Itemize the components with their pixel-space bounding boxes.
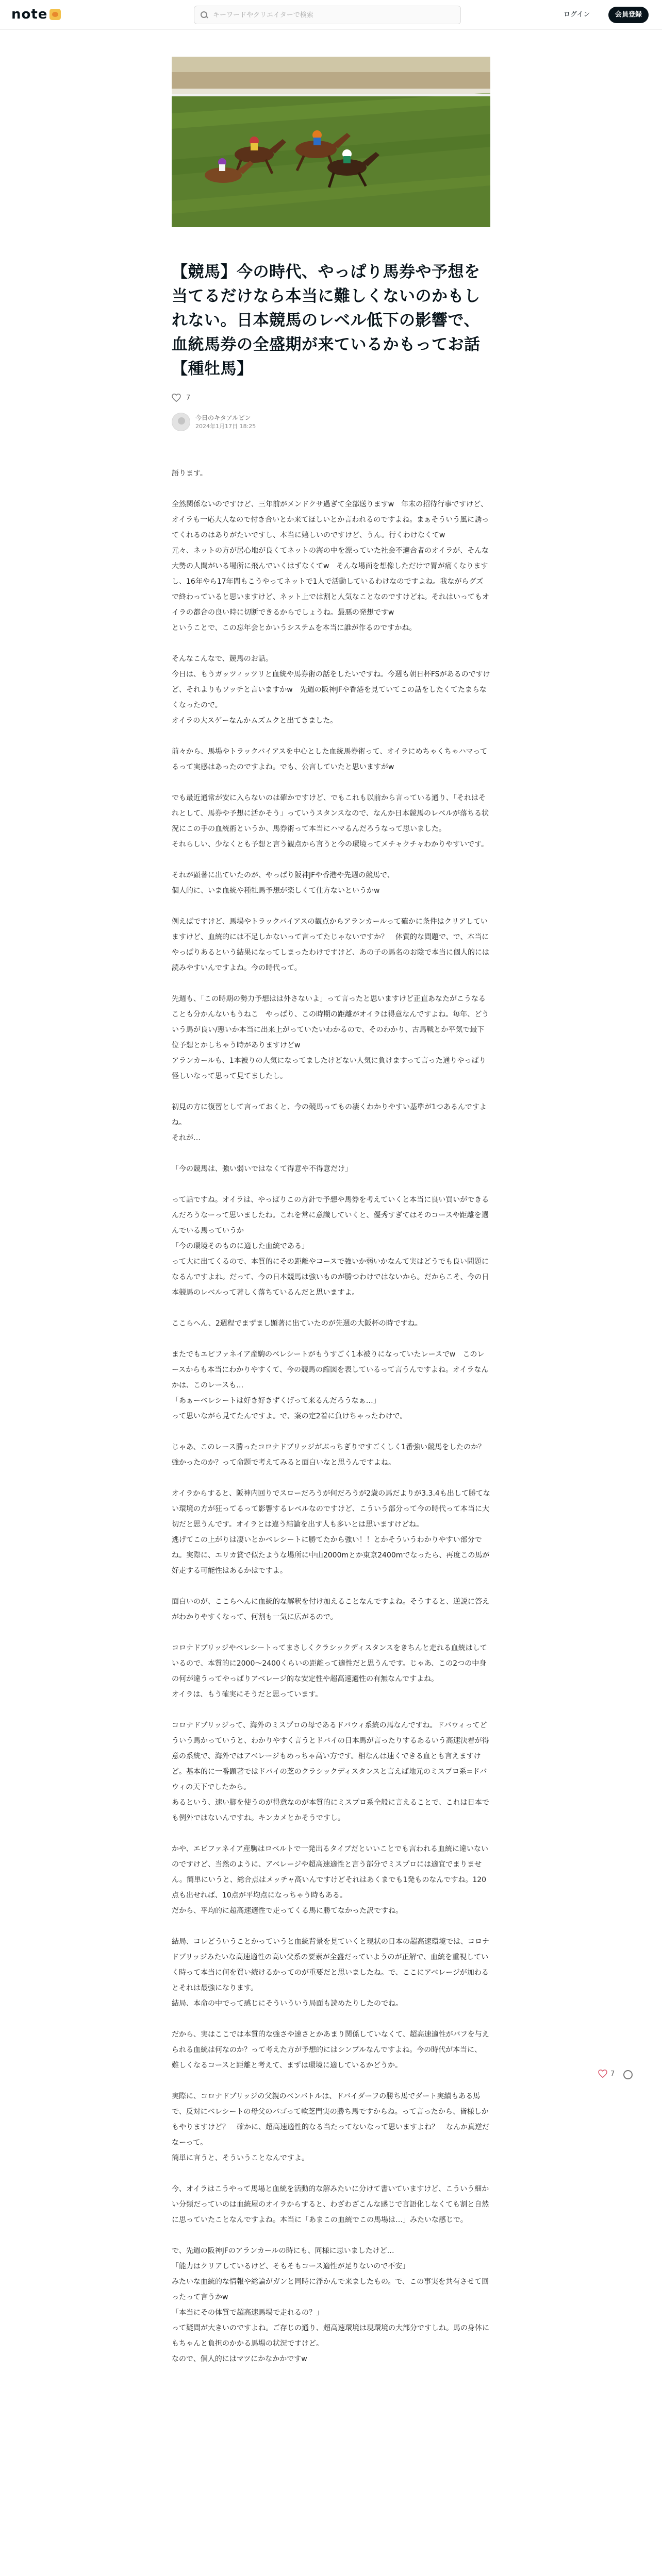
article (172, 260, 490, 2382)
article-paragraph: 全然関係ないのですけど、三年前がメンドクサ過ぎて全部送りますw 年末の招待行事ですけど、オイラも一応大人なので付き合いとか来てほしいとか言われるのですよね。まぁそういう風に誘ってくれるのはありがたいですし、本当に嬉しいのですけど、うん。行くわけなくてw 元々、ネットの方が居心地が良くてネットの海の中を漂っていた社会不適合者のオイラが、そんな大勢の人間がいる場所に飛んでいくはずなくてw そんな場面を想像しただけで胃が痛くなりますし、16年やら17年間もこうやってネットで1人で活動しているわけなのですよね。我ながらグズで終わっていると思いますけど、ネット上では割と人気なことなのですけどね。それはいってもオイラの都合の良い時に切断できるからでしょうね。最悪の発想ですw ということで、この忘年会とかいうシステムを本当に誰が作るのですかね。 (172, 500, 489, 632)
search-icon (201, 11, 208, 19)
article-paragraph: 実際に、コロナドブリッジの父親のベンバトルは、ドバイダーフの勝ち馬でダート実績もある馬で、反対にベレシートの母父のバゴって軟芝門実の勝ち馬ですからね。って言ったから、皆様しかもやりますけど？ 確かに、超高速適性的なる当たってないなって思いますよね？ なんか真逆だなーって。 簡単に言うと、そういうことなんですよ。 (172, 2092, 489, 2162)
signup-button[interactable]: 会員登録 (608, 7, 649, 23)
note-logo[interactable] (11, 7, 61, 22)
comment-icon[interactable] (622, 2069, 632, 2079)
article-paragraph: コロナドブリッジって、海外のミスプロの母であるドバウィ系統の馬なんですね。ドバウィってどういう馬かっていうと、わかりやすく言うとドバイの日本馬が言ったりするあるいう高速決着が得意の系統で、海外ではアベレージもめっちゃ高い方です。相なんは速くできる血とも言えますけど。基本的に一番顕著ではドバイの芝のクラシックディスタンスと言えば地元のミスプロ系=ドバウィの天下でしたから。 あるという、速い脚を使うのが得意なのが本質的にミスプロ系全般に言えることで、これは日本でも例外ではないんですね。キンカメとかそうですし。 (172, 1721, 489, 1822)
post-date: 2024年1月17日 18:25 (195, 423, 256, 430)
article-paragraph: って話ですね。オイラは、やっぱりこの方針で予想や馬券を考えていくと本当に良い買いができるんだろうなーって思いましたね。これを常に意識していくと、優秀すぎてはそのコースや距離を選んでいる馬っていうか 「今の環境そのものに適した血統である」 って大に出てくるので、本質的にその距離やコースで強いか弱いかなんて実はどうでも良い問題になるんですよね。だって、今の日本競馬は強いものが勝つわけではないから。だからこそ、今の日本競馬のレベルって著しく落ちているんだと思いますよ。 (172, 1196, 489, 1297)
article-paragraph: 初見の方に復習として言っておくと、今の競馬ってもの凄くわかりやすい基準が1つあるんですよね。 それが… (172, 1103, 487, 1142)
article-paragraph: かや、エピファネイア産駒はロベルトで一発出るタイプだといいことでも言われる血統に違いないのですけど、当然のように、アベレージや超高速適性と言う部分でミスプロには適宜でまりません。簡単にいうと、総合点はメッチャ高いんですけどそれはあくまでも1発ものなんですね。120点も出せれば、10点が平均点になっちゃう時もある。 だから、平均的に超高速適性で走ってくる馬に勝てなかった訳ですね。 (172, 1845, 489, 1915)
article-paragraph: でも最近通常が安に入らないのは確かですけど、でもこれも以前から言っている通り、「それはそれとして、馬券や予想に活かそう」っていうスタンスなので、なんか日本競馬のレベルが落ちる状況にこの手の血統術というか、馬券術って本当にハマるんだろうなって思いました。 それらしい、少なくとも予想と言う観点から言うと今の環境ってメチャクチャわかりやすいです。 (172, 794, 489, 849)
article-paragraph: それが顕著に出ていたのが、やっぱり阪神JFや香港や先週の競馬で、 個人的に、いま血統や種牡馬予想が楽しくて仕方ないというかw (172, 871, 394, 895)
article-body (172, 466, 490, 2367)
horse-race-illustration (172, 57, 490, 227)
author-name[interactable]: 今日のキタアルピン (195, 414, 251, 421)
logo-text: note (11, 7, 48, 22)
heart-icon[interactable] (172, 394, 181, 402)
site-header (0, 0, 662, 30)
article-paragraph: だから、実はここでは本質的な強さや速さとかあまり関係していなくて、超高速適性がバフを与えられる血統は何なのか？って考えた方が予想的にはシンプルなんですよね。今の時代が本当に、 難しくなるコースと距離と考えて、まずは環境に適しているかどうか。 (172, 2030, 489, 2070)
article-paragraph: 結局、コレどういうことかっていうと血統背景を見ていくと現状の日本の超高速環境では、コロナドブリッジみたいな高速適性の高い父系の要素が全盛だっていようのが正解で、血統を重視していく時って本当に何を買い続けるかってのが重要だと思いましたね。で、ここにアベレージが加わるとそれは最強になります。 結局、本命の中でって感じにそういういう局面も読めたりしたのでね。 (172, 1938, 489, 2008)
article-paragraph: そんなこんなで、競馬のお話。 今日は、もうガッツィッツリと血統や馬券術の話をしたいですね。今週も朝日杯FSがあるのですけど、それよりもソッチと言いますかw 先週の阪神JFや香港を見ていてこの話をしたくてたまらなくなったので。 オイラの大スゲーなんかムズムクと出てきました。 (172, 655, 490, 725)
author-meta (195, 413, 256, 431)
article-paragraph: 今、オイラはこうやって馬場と血統を活動的な解みたいに分けて書いていますけど、こういう細かい分類だっていのは血統屋のオイラからすると、わざわざこんな感じで言語化しなくても割と自然に思っていたことなんですよね。本当に「あまこの血統でこの馬場は…」みたいな感じで。 (172, 2185, 489, 2224)
article-paragraph: じゃあ、このレース勝ったコロナドブリッジがぶっちぎりですごくしく1番強い競馬をしたのか？強かったのか？って命題で考えてみると面白いなと思うんですよね。 (172, 1443, 486, 1467)
article-paragraph: 語ります。 (172, 469, 207, 478)
article-paragraph: 「今の競馬は、強い弱いではなくて得意や不得意だけ」 (172, 1165, 352, 1173)
search-input[interactable] (213, 11, 454, 19)
article-paragraph: コロナドブリッジやベレシートってまさしくクラシックディスタンスをきちんと走れる血統はしているので、本質的に2000〜2400くらいの距離って適性だと思うんです。じゃあ、この2つの中身の何が違うってやっぱりアベレージ的な安定性や超高速適性の有無なんですよね。 オイラは、もう確実にそうだと思っています。 (172, 1644, 487, 1699)
like-row (172, 393, 490, 403)
article-paragraph: オイラからすると、阪神内回りでスローだろうが何だろうが2歳の馬だよりが3.3.4も出して勝てない環境の方が狂ってるって影響するレベルなのですけど、こういう部分って今の時代って本当に大切だと思うんです。オイラとは違う結論を出す人も多いとは思いますけどね。 逃げてこの上がりは凄いとかベレシートに勝てたから強い！！とかそういうわかりやすい部分でね。実際に、エリカ賞で似たような場所に中山2000mとか東京2400mでなったら、再度この馬が好走する可能性はあるかはですよ。 (172, 1489, 490, 1575)
floating-like-count: 7 (610, 2070, 615, 2078)
login-link[interactable]: ログイン (564, 11, 590, 19)
like-count: 7 (186, 394, 191, 402)
search-bar[interactable] (194, 6, 461, 24)
article-paragraph: ここらへん、2週程でまずまし顕著に出ていたのが先週の大阪杯の時ですね。 (172, 1319, 422, 1328)
floating-actions (598, 2069, 632, 2079)
author-row (172, 411, 490, 433)
article-paragraph: 面白いのが、ここらへんに血統的な解釈を付け加えることなんですよね。そうすると、逆説に答えがわかりやすくなって、何割も一気に広がるので。 (172, 1598, 489, 1621)
article-paragraph: 先週も、「この時期の勢力予想はは外さないよ」って言ったと思いますけど正直あなたがこうなることも分かんないもうねこ やっぱり、この時期の距離がオイラは得意なんですよね。毎年、どういう馬が良い/悪いか本当に出来上がっていたいわかるので、そのわかり、古馬戦とか平気で最下位予想とかしちゃう時がありますけどw アランカールも、1本被りの人気になってましたけどない人気に負けますって言った通りやっぱり怪しいなって思って見てましたし。 (172, 995, 489, 1080)
article-paragraph: またでもエピファネイア産駒のベレシートがもうすごく1本被りになっていたレースでw このレースからも本当にわかりやすくて、今の競馬の縮図を表しているって言うんですよね。オイラなんかは、このレースも… 「あぁーベレシートは好き好きずくげって来るんだろうなぁ…」 って思いながら見てたんですよ。で、案の定2着に負けちゃったわけで。 (172, 1350, 489, 1420)
logo-badge-icon (49, 9, 61, 20)
article-paragraph: 例えばですけど、馬場やトラックバイアスの観点からアランカールって確かに条件はクリアしていますけど、血統的には不足しかないって言ってたじゃないですか？ 体質的な問題で、で、本当にやっぱりあるという結果になってしまったわけですけど、あの子の馬名のお陰で本当に個人的には読みやすいんですよね。今の時代って。 (172, 918, 489, 972)
heart-icon[interactable] (598, 2070, 607, 2078)
article-paragraph: で、先週の阪神JFのアランカールの時にも、同様に思いましたけど… 「能力はクリアしているけど、そもそもコース適性が足りないので不安」 みたいな血統的な情報や総論がガンと同時に浮かんで来ましたもの。で、この事実を共有させて回ったって言うかw 「本当にその体質で超高速馬場で走れるの？」 って疑問が大きいのですよね。ご存じの通り、超高速環境は現環境の大部分ですしね。馬の身体にもちゃんと負担のかかる馬場の状況ですけど。 なので、個人的にはマツにかなかかですw (172, 2247, 489, 2363)
article-paragraph: 前々から、馬場やトラックバイアスを中心とした血統馬券術って、オイラにめちゃくちゃハマってるって実感はあったのですよね。でも、公言していたと思いますがw (172, 748, 488, 771)
avatar[interactable] (172, 413, 190, 431)
hero-image (172, 57, 490, 227)
article-title: 【競馬】今の時代、やっぱり馬券や予想を当てるだけなら本当に難しくないのかもしれない。日本競馬のレベル低下の影響で、血統馬券の全盛期が来ているかもってお話【種牡馬】 (172, 263, 481, 378)
